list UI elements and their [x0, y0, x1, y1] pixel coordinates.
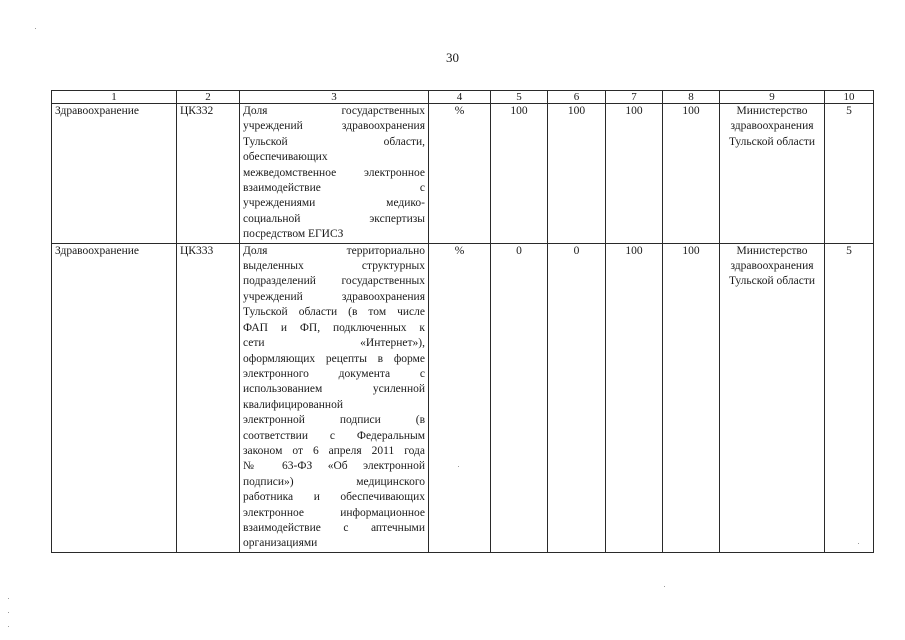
- description-line: организациями: [243, 537, 318, 550]
- organization-cell: [720, 104, 825, 244]
- column-header: 4: [429, 91, 491, 104]
- description-line: законом от 6 апреля 2011 года: [243, 444, 425, 457]
- organization-line: здравоохранения: [730, 120, 814, 133]
- value-cell: 100: [663, 243, 720, 552]
- scan-artifact: [664, 586, 665, 587]
- weight-cell: 5: [825, 243, 874, 552]
- organization-cell: [720, 243, 825, 552]
- weight-cell: 5: [825, 104, 874, 244]
- description-line: соответствии с Федеральным: [243, 429, 425, 442]
- value-cell: 0: [548, 243, 606, 552]
- description-line: выделенных структурных: [243, 260, 425, 273]
- description-line: учреждениями медико-: [243, 197, 425, 210]
- description-line: электронной подписи (в: [243, 414, 425, 427]
- description-line: оформляющих рецепты в форме: [243, 352, 425, 365]
- description-line: подразделений государственных: [243, 275, 425, 288]
- column-header: 10: [825, 91, 874, 104]
- description-line: взаимодействие с: [243, 182, 425, 195]
- value-cell: 100: [663, 104, 720, 244]
- value-cell: 100: [548, 104, 606, 244]
- unit-cell: %: [429, 104, 491, 244]
- description-line: квалифицированной: [243, 398, 343, 411]
- scan-artifact: [458, 466, 459, 467]
- description-line: обеспечивающих: [243, 151, 328, 164]
- organization-line: Министерство: [736, 244, 808, 257]
- unit-cell: %: [429, 243, 491, 552]
- page-number: 30: [446, 50, 459, 65]
- organization-line: Тульской области: [728, 135, 815, 148]
- description-line: взаимодействие с аптечными: [243, 521, 425, 534]
- description-line: Тульской области (в том числе: [243, 306, 425, 319]
- description-line: электронное информационное: [243, 506, 425, 519]
- scan-artifact: [8, 612, 9, 613]
- table-row: [52, 243, 874, 552]
- column-header: 2: [177, 91, 240, 104]
- indicators-table: [51, 90, 874, 553]
- scan-artifact: [35, 28, 36, 29]
- scan-artifact: [858, 543, 859, 544]
- scan-artifact: [8, 626, 9, 627]
- value-cell: 0: [491, 243, 548, 552]
- description-line: использованием усиленной: [243, 383, 425, 396]
- scan-artifact: [8, 598, 9, 599]
- code-cell: ЦК333: [177, 243, 240, 552]
- table-row: [52, 104, 874, 244]
- column-header: 9: [720, 91, 825, 104]
- description-line: сети «Интернет»),: [243, 337, 425, 350]
- column-header: 3: [240, 91, 429, 104]
- sphere-cell: Здравоохранение: [52, 243, 177, 552]
- sphere-cell: Здравоохранение: [52, 104, 177, 244]
- description-line: ФАП и ФП, подключенных к: [243, 321, 425, 334]
- description-line: Тульской области,: [243, 135, 425, 148]
- column-header: 6: [548, 91, 606, 104]
- description-line: подписи») медицинского: [243, 475, 425, 488]
- description-line: учреждений здравоохранения: [243, 120, 425, 133]
- value-cell: 100: [606, 104, 663, 244]
- column-header: 8: [663, 91, 720, 104]
- column-header: 5: [491, 91, 548, 104]
- column-header: 7: [606, 91, 663, 104]
- description-line: № 63-ФЗ «Об электронной: [243, 460, 425, 473]
- column-header: 1: [52, 91, 177, 104]
- description-line: учреждений здравоохранения: [243, 290, 425, 303]
- description-line: работника и обеспечивающих: [243, 491, 425, 504]
- description-line: Доля государственных: [243, 105, 425, 117]
- organization-line: Тульской области: [728, 275, 815, 288]
- value-cell: 100: [606, 243, 663, 552]
- organization-line: здравоохранения: [730, 260, 814, 273]
- description-line: межведомственное электронное: [243, 166, 425, 179]
- organization-line: Министерство: [736, 105, 808, 117]
- description-line: Доля территориально: [243, 244, 425, 257]
- description-line: социальной экспертизы: [243, 212, 425, 225]
- description-cell: [240, 104, 429, 244]
- table-header-row: [52, 91, 874, 104]
- description-line: электронного документа с: [243, 367, 425, 380]
- description-line: посредством ЕГИСЗ: [243, 228, 344, 241]
- value-cell: 100: [491, 104, 548, 244]
- code-cell: ЦК332: [177, 104, 240, 244]
- description-cell: [240, 243, 429, 552]
